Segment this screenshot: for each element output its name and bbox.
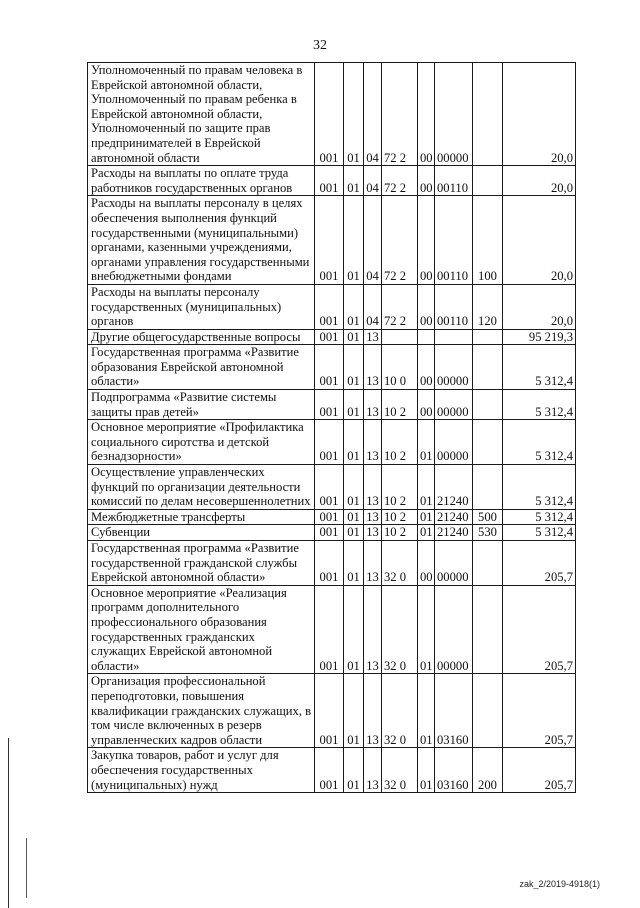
row-sum-cell: 20,0 [503, 284, 576, 329]
row-program-cell [382, 329, 418, 345]
row-gr-cell: 001 [315, 345, 344, 390]
row-gr-cell: 001 [315, 585, 344, 674]
row-subprogram-cell: 01 [418, 465, 435, 510]
table-row [88, 420, 576, 465]
row-gr-cell: 001 [315, 329, 344, 345]
row-subprogram-cell: 01 [418, 420, 435, 465]
row-rz-cell: 01 [344, 420, 364, 465]
table-row [88, 284, 576, 329]
row-rz-cell: 01 [344, 748, 364, 793]
row-expense-type-cell [473, 465, 503, 510]
row-rz-cell: 01 [344, 525, 364, 541]
row-name-cell: Расходы на выплаты персоналу государственных (муниципальных) органов [88, 284, 315, 329]
row-program-cell: 10 2 [382, 390, 418, 420]
row-gr-cell: 001 [315, 166, 344, 196]
row-direction-code-cell: 00000 [435, 585, 473, 674]
row-gr-cell: 001 [315, 420, 344, 465]
budget-table-body [88, 63, 576, 793]
row-gr-cell: 001 [315, 465, 344, 510]
table-row [88, 390, 576, 420]
footer-code: zak_2/2019-4918(1) [519, 879, 600, 889]
row-pr-cell: 13 [364, 541, 382, 586]
row-expense-type-cell [473, 63, 503, 166]
table-row [88, 63, 576, 166]
row-direction-code-cell: 21240 [435, 509, 473, 525]
table-row [88, 329, 576, 345]
row-pr-cell: 04 [364, 63, 382, 166]
row-expense-type-cell: 500 [473, 509, 503, 525]
row-subprogram-cell: 00 [418, 345, 435, 390]
row-subprogram-cell: 01 [418, 674, 435, 748]
row-program-cell: 72 2 [382, 284, 418, 329]
row-direction-code-cell: 00110 [435, 196, 473, 285]
row-program-cell: 32 0 [382, 674, 418, 748]
row-program-cell: 10 2 [382, 420, 418, 465]
row-pr-cell: 13 [364, 390, 382, 420]
row-subprogram-cell: 01 [418, 585, 435, 674]
row-name-cell: Другие общегосударственные вопросы [88, 329, 315, 345]
row-subprogram-cell: 00 [418, 541, 435, 586]
margin-scan-line [26, 838, 27, 898]
row-name-cell: Уполномоченный по правам человека в Еврейской автономной области, Уполномоченный по правам ребенка в Еврейской автономной области, Уполномоченный по защите прав предпринимателей в Еврейской автономной области [88, 63, 315, 166]
row-pr-cell: 13 [364, 420, 382, 465]
table-row [88, 509, 576, 525]
row-pr-cell: 13 [364, 585, 382, 674]
row-name-cell: Государственная программа «Развитие образования Еврейской автономной области» [88, 345, 315, 390]
row-rz-cell: 01 [344, 390, 364, 420]
row-expense-type-cell [473, 541, 503, 586]
row-program-cell: 32 0 [382, 585, 418, 674]
row-name-cell: Осуществление управленческих функций по организации деятельности комиссий по делам несовершеннолетних [88, 465, 315, 510]
table-row [88, 674, 576, 748]
row-direction-code-cell: 21240 [435, 525, 473, 541]
row-pr-cell: 13 [364, 748, 382, 793]
row-pr-cell: 13 [364, 525, 382, 541]
row-gr-cell: 001 [315, 390, 344, 420]
row-rz-cell: 01 [344, 465, 364, 510]
row-name-cell: Основное мероприятие «Профилактика социального сиротства и детской безнадзорности» [88, 420, 315, 465]
row-subprogram-cell: 00 [418, 166, 435, 196]
row-program-cell: 32 0 [382, 748, 418, 793]
row-rz-cell: 01 [344, 585, 364, 674]
row-program-cell: 10 2 [382, 509, 418, 525]
row-pr-cell: 13 [364, 509, 382, 525]
row-pr-cell: 04 [364, 166, 382, 196]
row-direction-code-cell: 00110 [435, 166, 473, 196]
table-row [88, 541, 576, 586]
row-program-cell: 72 2 [382, 166, 418, 196]
row-sum-cell: 5 312,4 [503, 525, 576, 541]
row-subprogram-cell: 00 [418, 284, 435, 329]
row-program-cell: 10 2 [382, 525, 418, 541]
row-name-cell: Расходы на выплаты по оплате труда работников государственных органов [88, 166, 315, 196]
row-name-cell: Межбюджетные трансферты [88, 509, 315, 525]
row-name-cell: Закупка товаров, работ и услуг для обеспечения государственных (муниципальных) нужд [88, 748, 315, 793]
row-sum-cell: 20,0 [503, 196, 576, 285]
row-direction-code-cell: 00000 [435, 63, 473, 166]
row-rz-cell: 01 [344, 674, 364, 748]
row-name-cell: Расходы на выплаты персоналу в целях обеспечения выполнения функций государственными (муниципальными) органами, казенными учреждениями, органами управления государственными внебюджетными фондами [88, 196, 315, 285]
row-rz-cell: 01 [344, 284, 364, 329]
row-sum-cell: 95 219,3 [503, 329, 576, 345]
row-pr-cell: 13 [364, 345, 382, 390]
table-row [88, 345, 576, 390]
row-expense-type-cell [473, 390, 503, 420]
row-name-cell: Подпрограмма «Развитие системы защиты прав детей» [88, 390, 315, 420]
row-direction-code-cell: 00000 [435, 345, 473, 390]
row-subprogram-cell: 01 [418, 509, 435, 525]
row-direction-code-cell [435, 329, 473, 345]
row-pr-cell: 13 [364, 465, 382, 510]
row-sum-cell: 5 312,4 [503, 420, 576, 465]
row-direction-code-cell: 03160 [435, 674, 473, 748]
row-sum-cell: 205,7 [503, 541, 576, 586]
page-number: 32 [313, 38, 327, 53]
row-gr-cell: 001 [315, 525, 344, 541]
row-sum-cell: 5 312,4 [503, 390, 576, 420]
row-rz-cell: 01 [344, 63, 364, 166]
row-expense-type-cell [473, 345, 503, 390]
row-subprogram-cell: 01 [418, 748, 435, 793]
row-direction-code-cell: 00000 [435, 390, 473, 420]
budget-table [87, 62, 576, 793]
row-program-cell: 10 2 [382, 465, 418, 510]
row-rz-cell: 01 [344, 196, 364, 285]
row-sum-cell: 5 312,4 [503, 509, 576, 525]
row-direction-code-cell: 00110 [435, 284, 473, 329]
row-rz-cell: 01 [344, 166, 364, 196]
row-gr-cell: 001 [315, 541, 344, 586]
row-subprogram-cell: 00 [418, 196, 435, 285]
margin-scan-line [8, 738, 9, 908]
row-subprogram-cell: 01 [418, 525, 435, 541]
row-program-cell: 10 0 [382, 345, 418, 390]
row-expense-type-cell [473, 674, 503, 748]
row-rz-cell: 01 [344, 509, 364, 525]
row-sum-cell: 5 312,4 [503, 465, 576, 510]
row-program-cell: 72 2 [382, 196, 418, 285]
table-row [88, 585, 576, 674]
row-sum-cell: 205,7 [503, 748, 576, 793]
table-row [88, 196, 576, 285]
row-expense-type-cell: 120 [473, 284, 503, 329]
row-name-cell: Субвенции [88, 525, 315, 541]
row-expense-type-cell: 530 [473, 525, 503, 541]
row-gr-cell: 001 [315, 284, 344, 329]
row-expense-type-cell [473, 585, 503, 674]
row-pr-cell: 04 [364, 284, 382, 329]
row-rz-cell: 01 [344, 541, 364, 586]
row-expense-type-cell [473, 420, 503, 465]
row-program-cell: 72 2 [382, 63, 418, 166]
row-expense-type-cell: 100 [473, 196, 503, 285]
row-gr-cell: 001 [315, 748, 344, 793]
row-name-cell: Государственная программа «Развитие государственной гражданской службы Еврейской автономной области» [88, 541, 315, 586]
row-sum-cell: 205,7 [503, 674, 576, 748]
row-direction-code-cell: 03160 [435, 748, 473, 793]
table-row [88, 525, 576, 541]
row-expense-type-cell: 200 [473, 748, 503, 793]
table-row [88, 465, 576, 510]
row-direction-code-cell: 00000 [435, 420, 473, 465]
row-direction-code-cell: 21240 [435, 465, 473, 510]
row-sum-cell: 5 312,4 [503, 345, 576, 390]
table-row [88, 166, 576, 196]
row-subprogram-cell: 00 [418, 63, 435, 166]
row-pr-cell: 04 [364, 196, 382, 285]
row-gr-cell: 001 [315, 674, 344, 748]
row-rz-cell: 01 [344, 329, 364, 345]
row-expense-type-cell [473, 166, 503, 196]
row-expense-type-cell [473, 329, 503, 345]
row-name-cell: Основное мероприятие «Реализация программ дополнительного профессионального образования государственных гражданских служащих Еврейской автономной области» [88, 585, 315, 674]
row-direction-code-cell: 00000 [435, 541, 473, 586]
row-subprogram-cell: 00 [418, 390, 435, 420]
row-program-cell: 32 0 [382, 541, 418, 586]
row-subprogram-cell [418, 329, 435, 345]
row-sum-cell: 20,0 [503, 166, 576, 196]
row-gr-cell: 001 [315, 63, 344, 166]
row-gr-cell: 001 [315, 196, 344, 285]
row-gr-cell: 001 [315, 509, 344, 525]
table-row [88, 748, 576, 793]
row-pr-cell: 13 [364, 329, 382, 345]
row-pr-cell: 13 [364, 674, 382, 748]
row-rz-cell: 01 [344, 345, 364, 390]
row-sum-cell: 205,7 [503, 585, 576, 674]
row-sum-cell: 20,0 [503, 63, 576, 166]
row-name-cell: Организация профессиональной переподготовки, повышения квалификации гражданских служащих, в том числе включенных в резерв управленческих кадров области [88, 674, 315, 748]
